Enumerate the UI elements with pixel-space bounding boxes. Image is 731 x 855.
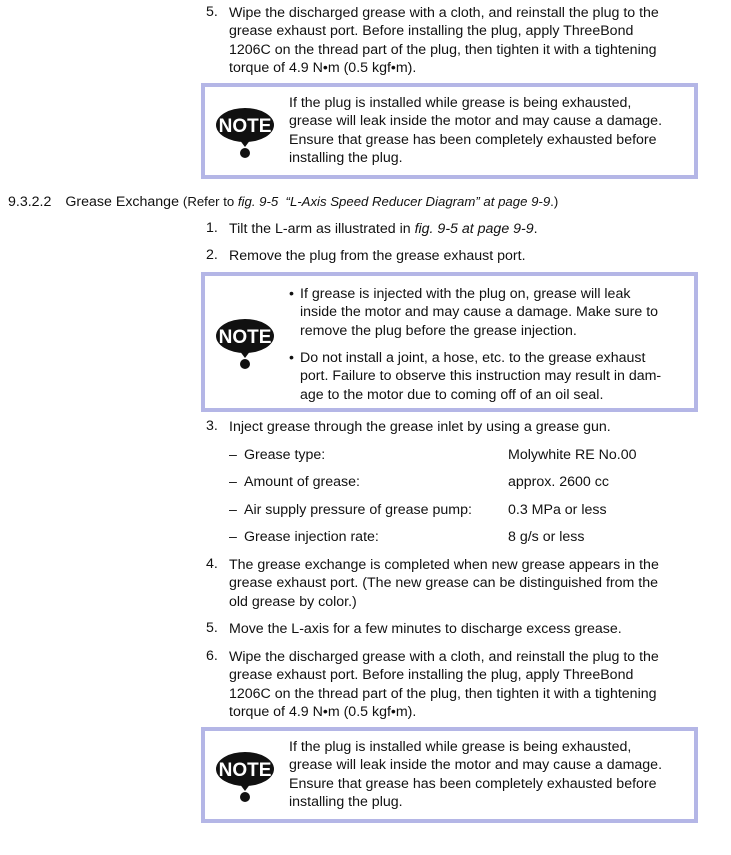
figure-reference-link[interactable]: fig. 9-5 bbox=[237, 194, 279, 209]
text-line: If grease is injected with the plug on, grease will leak bbox=[300, 286, 631, 302]
text-line: Ensure that grease has been completely exhausted before bbox=[289, 131, 657, 148]
step-number: 4. bbox=[206, 556, 218, 572]
svg-text:NOTE: NOTE bbox=[218, 327, 272, 348]
step-2-text: Remove the plug from the grease exhaust port. bbox=[229, 248, 526, 264]
text-line: grease will leak inside the motor and may cause a damage. bbox=[289, 757, 663, 774]
step-3-text: Inject grease through the grease inlet by using a grease gun. bbox=[229, 419, 611, 435]
text-line: Do not install a joint, a hose, etc. to the grease exhaust bbox=[300, 350, 646, 366]
text-line: torque of 4.9 N•m (0.5 kgf•m). bbox=[229, 703, 417, 720]
step-number: 6. bbox=[206, 648, 218, 664]
text-line: grease exhaust port. Before installing the plug, apply ThreeBond bbox=[229, 23, 634, 40]
dash: – bbox=[229, 529, 237, 545]
step-number: 3. bbox=[206, 418, 218, 434]
note-box bbox=[201, 272, 698, 412]
step-1-text bbox=[229, 220, 538, 238]
text-line: grease exhaust port. Before installing the plug, apply ThreeBond bbox=[229, 667, 634, 684]
text-line: 1206C on the thread part of the plug, then tighten it with a tightening bbox=[229, 685, 657, 702]
text-line: 1206C on the thread part of the plug, then tighten it with a tightening bbox=[229, 41, 657, 58]
svg-text:NOTE: NOTE bbox=[218, 760, 272, 781]
text-line: grease will leak inside the motor and may cause a damage. bbox=[289, 113, 663, 130]
text-line: grease exhaust port. (The new grease can be distinguished from the bbox=[229, 575, 659, 592]
note-text bbox=[289, 738, 662, 811]
spec-value: 0.3 MPa or less bbox=[508, 502, 607, 518]
text-line: Ensure that grease has been completely exhausted before bbox=[289, 775, 657, 792]
text-line: The grease exchange is completed when new grease appears in the bbox=[229, 557, 659, 573]
note-text bbox=[289, 94, 662, 167]
text-line: If the plug is installed while grease is being exhausted, bbox=[289, 95, 632, 111]
section-title: Grease Exchange bbox=[65, 194, 179, 210]
note-label: NOTE bbox=[218, 116, 272, 137]
page-reference-link[interactable]: “L-Axis Speed Reducer Diagram” at page 9-9 bbox=[285, 194, 551, 209]
figure-page-reference-link[interactable]: fig. 9-5 at page 9-9 bbox=[414, 221, 534, 237]
bullet: • bbox=[289, 350, 294, 366]
step-5b-text: Move the L-axis for a few minutes to discharge excess grease. bbox=[229, 621, 622, 637]
text: Tilt the L-arm as illustrated in bbox=[229, 221, 415, 237]
step-5a-text bbox=[229, 4, 659, 77]
ref-suffix: .) bbox=[550, 194, 559, 209]
text-line: torque of 4.9 N•m (0.5 kgf•m). bbox=[229, 59, 417, 76]
section-number: 9.3.2.2 bbox=[8, 194, 52, 210]
text-line: If the plug is installed while grease is being exhausted, bbox=[289, 739, 632, 755]
text: . bbox=[533, 221, 538, 237]
spec-label: Grease type: bbox=[244, 447, 326, 463]
text-line: Wipe the discharged grease with a cloth, and reinstall the plug to the bbox=[229, 649, 659, 665]
text-line: age to the motor due to coming off of an oil seal. bbox=[300, 386, 604, 403]
dash: – bbox=[229, 447, 237, 463]
step-4-text bbox=[229, 556, 659, 611]
note-icon bbox=[215, 105, 275, 159]
step-6-text bbox=[229, 648, 659, 721]
section-heading bbox=[8, 193, 558, 211]
note-icon bbox=[215, 749, 275, 803]
step-number: 2. bbox=[206, 247, 218, 263]
step-number: 1. bbox=[206, 220, 218, 236]
text-line: remove the plug before the grease injection. bbox=[300, 322, 577, 339]
spec-label: Amount of grease: bbox=[244, 474, 360, 490]
text-line: old grease by color.) bbox=[229, 593, 357, 610]
note-icon bbox=[215, 316, 275, 370]
spec-value: approx. 2600 cc bbox=[508, 474, 609, 490]
bullet: • bbox=[289, 286, 294, 302]
dash: – bbox=[229, 474, 237, 490]
dash: – bbox=[229, 502, 237, 518]
spec-value: 8 g/s or less bbox=[508, 529, 585, 545]
spec-value: Molywhite RE No.00 bbox=[508, 447, 637, 463]
text-line: installing the plug. bbox=[289, 793, 403, 810]
spec-label: Air supply pressure of grease pump: bbox=[244, 502, 472, 518]
note-box bbox=[201, 727, 698, 823]
step-number: 5. bbox=[206, 4, 218, 20]
step-number: 5. bbox=[206, 620, 218, 636]
note-box bbox=[201, 83, 698, 179]
text-line: installing the plug. bbox=[289, 149, 403, 166]
ref-prefix: (Refer to bbox=[182, 194, 238, 209]
text-line: Wipe the discharged grease with a cloth, and reinstall the plug to the bbox=[229, 5, 659, 21]
text-line: port. Failure to observe this instruction may result in dam- bbox=[300, 368, 662, 385]
text-line: inside the motor and may cause a damage. Make sure to bbox=[300, 304, 659, 321]
spec-label: Grease injection rate: bbox=[244, 529, 379, 545]
